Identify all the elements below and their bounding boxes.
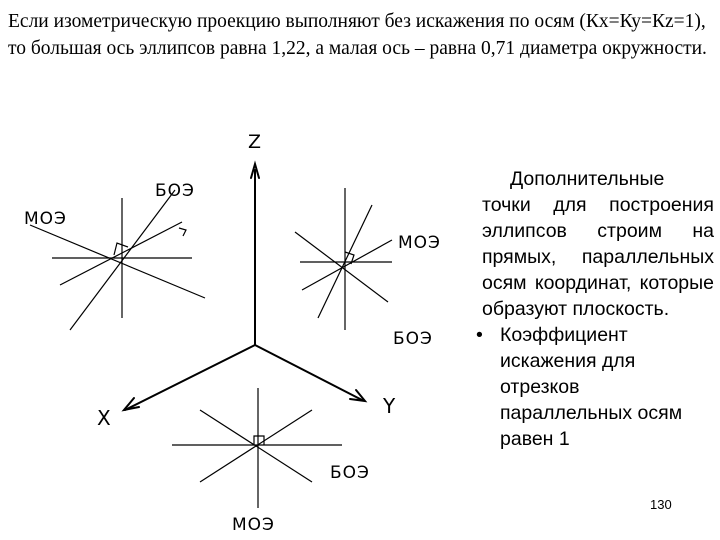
left-plane-minor-axis-label: МОЭ — [24, 209, 67, 229]
bullet-marker: • — [476, 324, 483, 346]
bottom-plane-axes — [172, 388, 342, 508]
notes-block — [476, 166, 714, 452]
right-plane-axes — [295, 188, 392, 330]
left-plane-major-axis-label: БОЭ — [155, 181, 195, 201]
coefficient-bullet — [476, 322, 714, 452]
bottom-plane-minor-axis-label: МОЭ — [232, 515, 275, 535]
y-axis-label: Y — [383, 394, 396, 418]
left-plane-minor-axis — [30, 225, 205, 298]
right-plane-major-axis-label: БОЭ — [393, 329, 433, 349]
additional-points-note: Дополнительные точки для построения эллипсов строим на прямых, параллельных осям координат, которые образуют плоскость. — [482, 168, 714, 320]
left-plane-diagonal — [60, 222, 182, 285]
y-axis — [255, 345, 362, 400]
right-plane-minor-axis — [295, 232, 388, 302]
x-axis-label: X — [97, 406, 111, 430]
page-number: 130 — [650, 497, 672, 512]
right-plane-minor-axis-label: МОЭ — [398, 233, 441, 253]
slide-title: Если изометрическую проекцию выполняют без искажения по осям (Кх=Ку=Кz=1), то большая ось эллипсов равна 1,22, а малая ось – равна 0,71 диаметра окружности. — [8, 11, 707, 59]
coefficient-note: Коэффициент искажения для отрезков параллельных осям равен 1 — [500, 324, 683, 450]
bottom-plane-major-axis-label: БОЭ — [330, 463, 370, 483]
x-axis — [125, 345, 255, 410]
z-axis-label: Z — [248, 131, 262, 153]
left-plane-mark — [179, 228, 186, 236]
